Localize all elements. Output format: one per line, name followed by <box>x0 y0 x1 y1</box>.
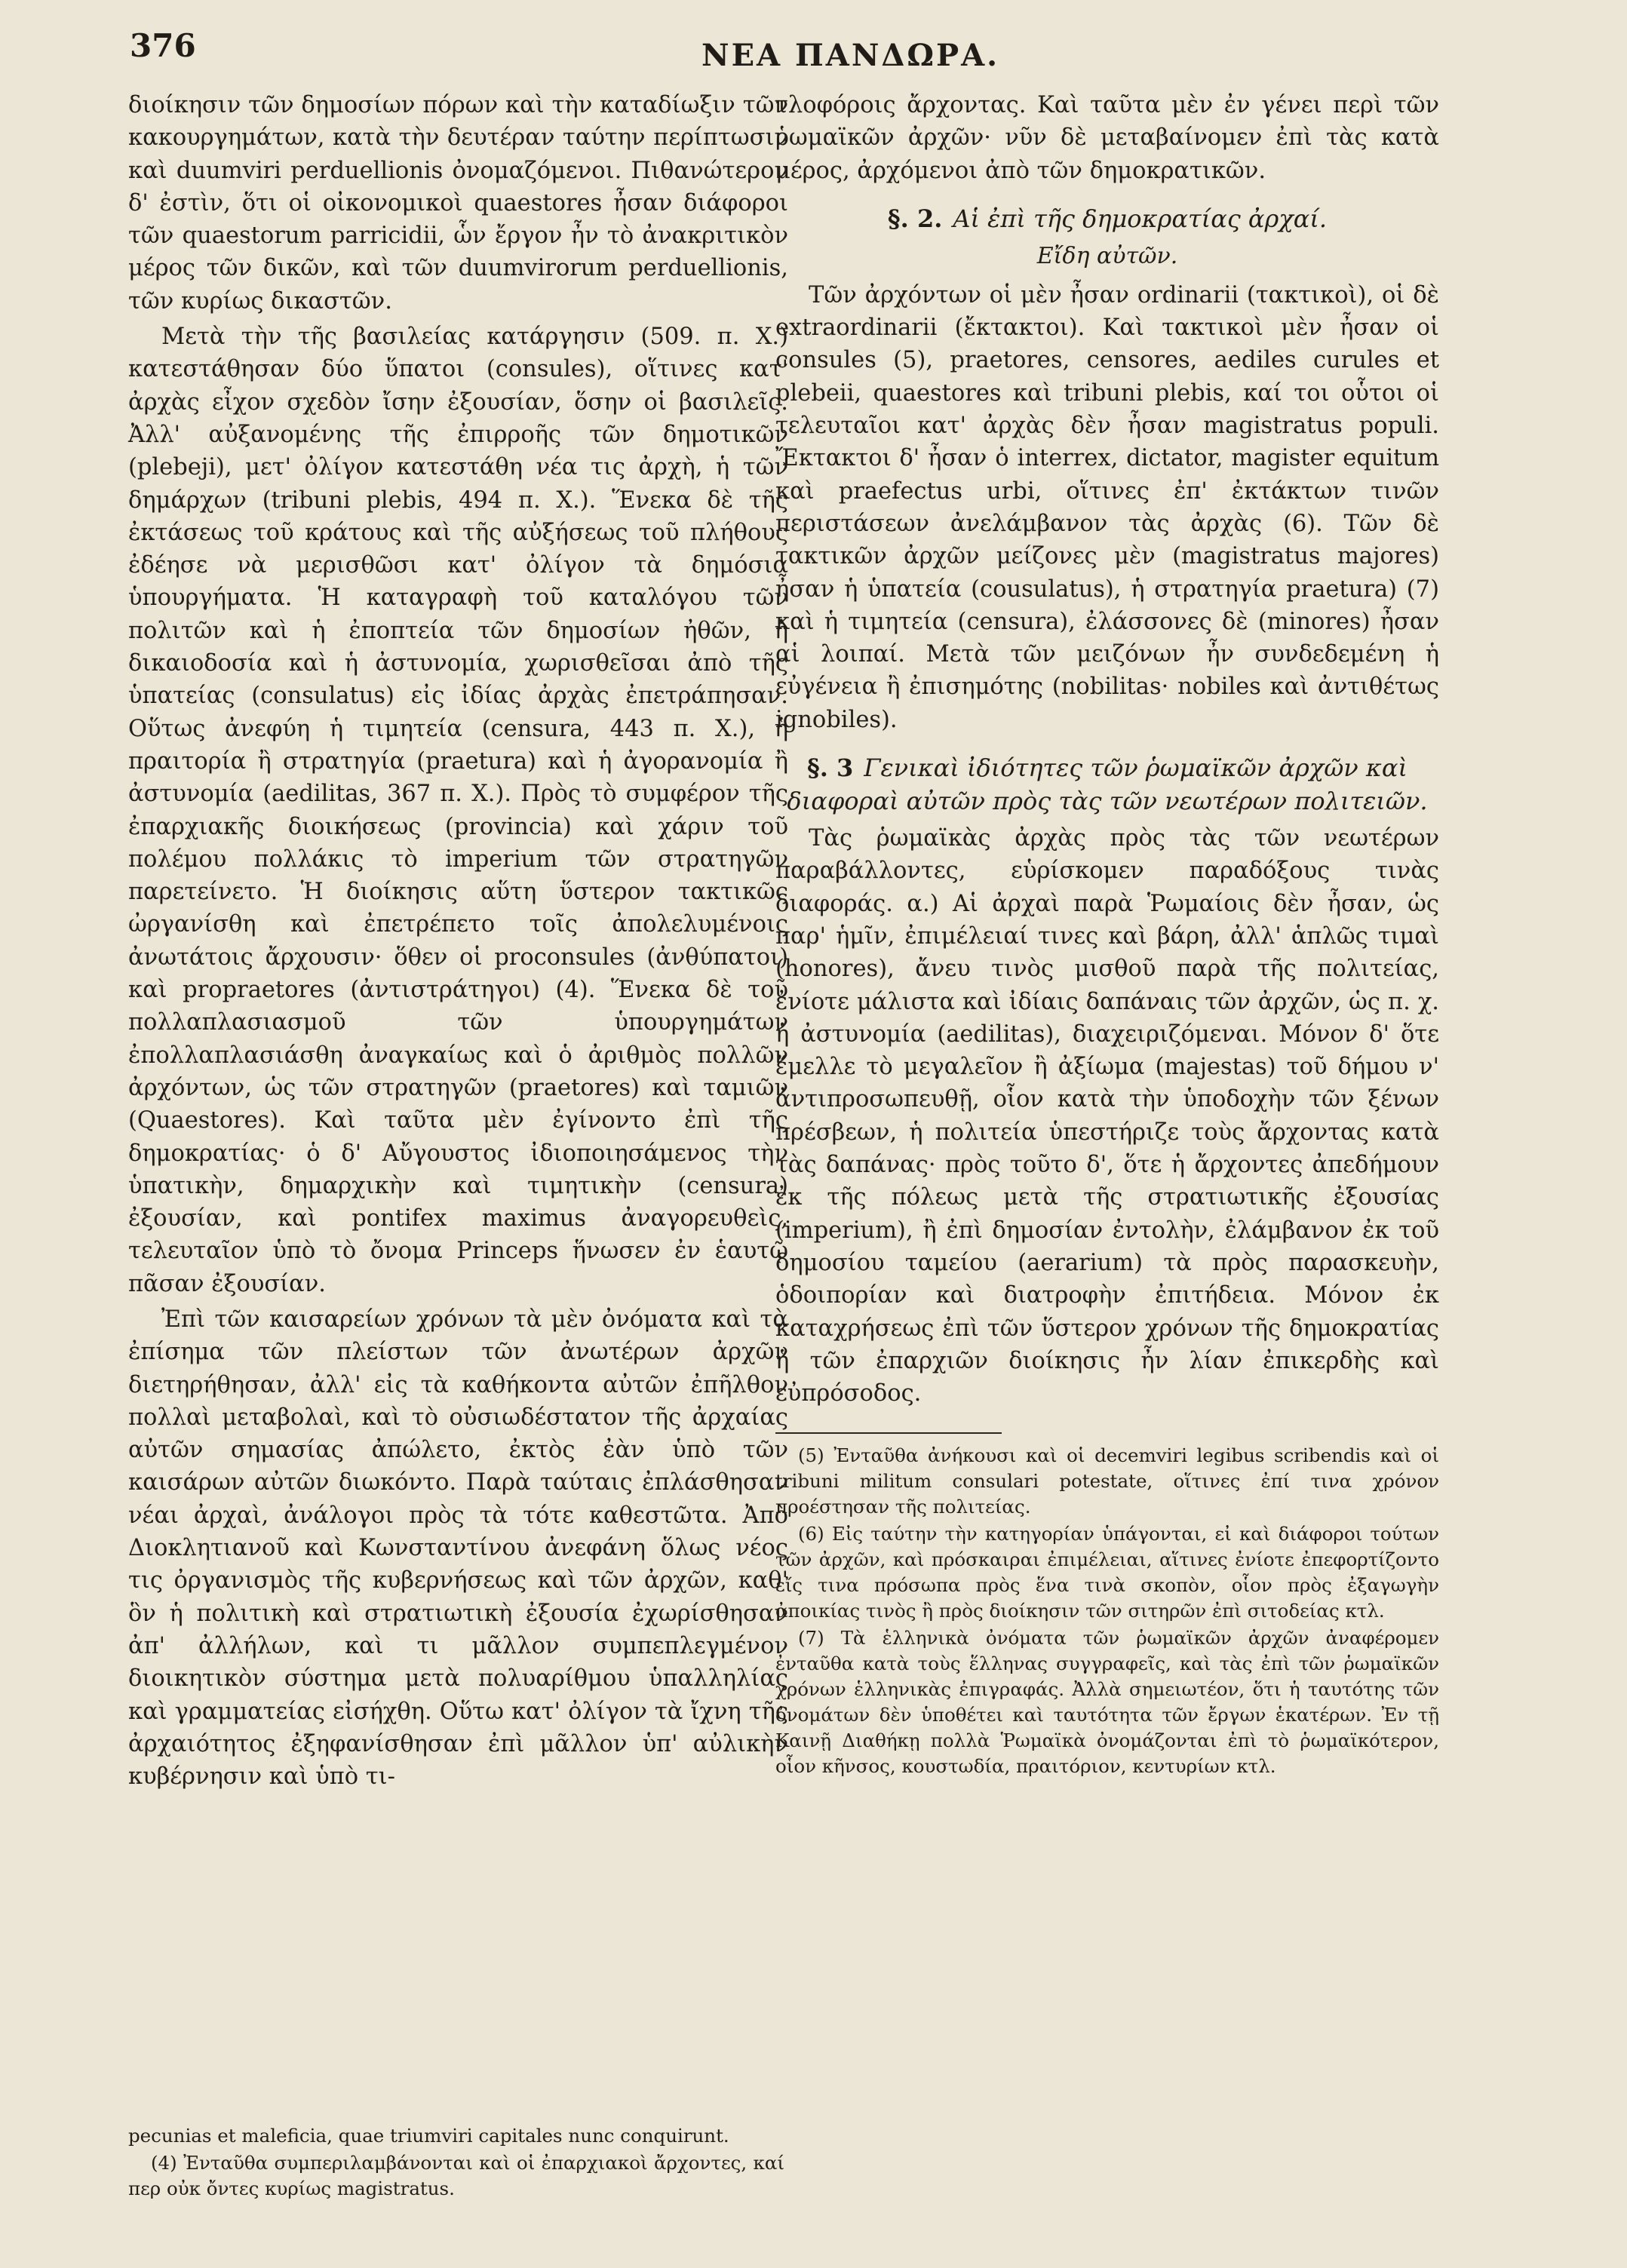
left-paragraph-3: Ἐπὶ τῶν καισαρείων χρόνων τὰ μὲν ὀνόματα καὶ τὰ ἐπίσημα τῶν πλείστων τῶν ἀνωτέρων ἀρχῶν διετηρήθησαν, ἀλλ' εἰς τὰ καθήκοντα αὐτῶν ἐπῆλθον πολλαὶ μεταβολαὶ, καὶ τὸ οὐσιωδέστατον τῆς ἀρχαίας αὐτῶν σημασίας ἀπώλετο, ἐκτὸς ἐὰν ὑπὸ τῶν καισάρων αὐτῶν διωκόντο. Παρὰ ταύταις ἐπλάσθησαν νέαι ἀρχαὶ, ἀνάλογοι πρὸς τὰ τότε καθεστῶτα. Ἀπὸ Διοκλητιανοῦ καὶ Κωνσταντίνου ἀνεφάνη ὅλως νέος τις ὀργανισμὸς τῆς κυβερνήσεως καὶ τῶν ἀρχῶν, καθ' ὃν ἡ πολιτικὴ καὶ στρατιωτικὴ ἐξουσία ἐχωρίσθησαν ἀπ' ἀλλήλων, καὶ τι μᾶλλον συμπεπλεγμένον διοικητικὸν σύστημα μετὰ πολυαρίθμου ὑπαλληλίας καὶ γραμματείας εἰσήχθη. Οὕτω κατ' ὀλίγον τὰ ἴχνη τῆς ἀρχαιότητος ἐξηφανίσθησαν ἐπὶ μᾶλλον ὑπ' αὐλικὴν κυβέρνησιν καὶ ὑπὸ τι- <box>128 1306 788 1791</box>
page-number: 376 <box>130 27 196 64</box>
left-footnotes <box>128 2123 784 2203</box>
section-3-mark: §. 3 <box>806 753 854 783</box>
right-column <box>775 89 1439 1781</box>
section-3-title: Γενικαὶ ἰδιότητες τῶν ῥωμαϊκῶν ἀρχῶν καὶ διαφοραὶ αὐτῶν πρὸς τὰς τῶν νεωτέρων πολιτειῶν. <box>787 753 1428 816</box>
page-header <box>0 0 1627 83</box>
footnote-5: (5) Ἐνταῦθα ἀνήκουσι καὶ οἱ decemviri legibus scribendis καὶ οἱ tribuni militum consulari potestate, οἵτινες ἐπί τινα χρόνον προέστησαν τῆς πολιτείας. <box>775 1444 1439 1518</box>
section-3-heading <box>775 751 1439 818</box>
left-paragraph-1: διοίκησιν τῶν δημοσίων πόρων καὶ τὴν καταδίωξιν τῶν κακουργημάτων, κατὰ τὴν δευτέραν ταύτην περίπτωσιν καὶ duumviri perduellionis ὀνομαζόμενοι. Πιθανώτερον δ' ἐστὶν, ὅτι οἱ οἰκονομικοὶ quaestores ἦσαν διάφοροι τῶν quaestorum parricidii, ὧν ἔργον ἦν τὸ ἀνακριτικὸν μέρος τῶν δικῶν, καὶ τῶν duumvirorum perduellionis, τῶν κυρίως δικαστῶν. <box>128 92 788 315</box>
left-column <box>128 89 788 1796</box>
right-paragraph-3: Τὰς ῥωμαϊκὰς ἀρχὰς πρὸς τὰς τῶν νεωτέρων παραβάλλοντες, εὑρίσκομεν παραδόξους τινὰς διαφοράς. α.) Αἱ ἀρχαὶ παρὰ Ῥωμαίοις δὲν ἦσαν, ὡς παρ' ἡμῖν, ἐπιμέλειαί τινες καὶ βάρη, ἀλλ' ἁπλῶς τιμαὶ (honores), ἄνευ τινὸς μισθοῦ παρὰ τῆς πολιτείας, ἐνίοτε μάλιστα καὶ ἰδίαις δαπάναις τῶν ἀρχῶν, ὡς π. χ. ἡ ἀστυνομία (aedilitas), διαχειριζόμεναι. Μόνον δ' ὅτε ἔμελλε τὸ μεγαλεῖον ἢ ἀξίωμα (majestas) τοῦ δήμου ν' ἀντιπροσωπευθῇ, οἷον κατὰ τὴν ὑποδοχὴν τῶν ξένων πρέσβεων, ἡ πολιτεία ὑπεστήριζε τοὺς ἄρχοντας κατὰ τὰς δαπάνας· πρὸς τοῦτο δ', ὅτε ἡ ἄρχοντες ἀπεδήμουν ἐκ τῆς πόλεως μετὰ τῆς στρατιωτικῆς ἐξουσίας (imperium), ἢ ἐπὶ δημοσίαν ἐντολὴν, ἐλάμβανον ἐκ τοῦ δημοσίου ταμείου (aerarium) τὰ πρὸς παρασκευὴν, ὁδοιπορίαν καὶ διατροφὴν ἐπιτήδεια. Μόνον ἐκ καταχρήσεως ἐπὶ τῶν ὕστερον χρόνων τῆς δημοκρατίας ἡ τῶν ἐπαρχιῶν διοίκησις ἦν λίαν ἐπικερδὴς καὶ εὐπρόσοδος. <box>775 825 1439 1407</box>
section-2-heading <box>775 202 1439 235</box>
footnote-4: (4) Ἐνταῦθα συμπεριλαμβάνονται καὶ οἱ ἐπαρχιακοὶ ἄρχοντες, καί περ οὐκ ὄντες κυρίως magistratus. <box>128 2152 784 2199</box>
right-paragraph-1: τλοφόροις ἄρχοντας. Καὶ ταῦτα μὲν ἐν γένει περὶ τῶν ῥωμαϊκῶν ἀρχῶν· νῦν δὲ μεταβαίνομεν ἐπὶ τὰς κατὰ μέρος, ἀρχόμενοι ἀπὸ τῶν δημοκρατικῶν. <box>775 92 1439 184</box>
right-paragraph-2: Τῶν ἀρχόντων οἱ μὲν ἦσαν ordinarii (τακτικοὶ), οἱ δὲ extraordinarii (ἔκτακτοι). Καὶ τακτικοὶ μὲν ἦσαν οἱ consules (5), praetores, censores, aediles curules et plebeii, quaestores καὶ tribuni plebis, καί τοι οὗτοι οἱ τελευταῖοι κατ' ἀρχὰς δὲν ἦσαν magistratus populi. Ἔκτακτοι δ' ἦσαν ὁ interrex, dictator, magister equitum καὶ praefectus urbi, οἵτινες ἐπ' ἐκτάκτων τινῶν περιστάσεων ἀνελάμβανον τὰς ἀρχὰς (6). Τῶν δὲ τακτικῶν ἀρχῶν μείζονες μὲν (magistratus majores) ἦσαν ἡ ὑπατεία (cousulatus), ἡ στρατηγία praetura) (7) καὶ ἡ τιμητεία (censura), ἐλάσσονες δὲ (minores) ἦσαν αἱ λοιπαί. Μετὰ τῶν μειζόνων ἦν συνδεδεμένη ἡ εὐγένεια ἢ ἐπισημότης (nobilitas· nobiles καὶ ἀντιθέτως ignobiles). <box>775 281 1439 733</box>
footnote-continuation: pecunias et maleficia, quae triumviri capitales nunc conquirunt. <box>128 2125 729 2147</box>
section-2-mark: §. 2. <box>887 204 943 233</box>
section-2-subtitle: Εἴδη αὐτῶν. <box>1036 242 1178 269</box>
section-2-title: Αἱ ἐπὶ τῆς δημοκρατίας ἀρχαί. <box>953 204 1328 233</box>
footnote-7: (7) Τὰ ἑλληνικὰ ὀνόματα τῶν ῥωμαϊκῶν ἀρχῶν ἀναφέρομεν ἐνταῦθα κατὰ τοὺς ἕλληνας συγγραφεῖς, καὶ τὰς ἐπὶ τῶν ῥωμαϊκῶν χρόνων ἑλληνικὰς ἐπιγραφάς. Ἀλλὰ σημειωτέον, ὅτι ἡ ταυτότης τῶν ὀνομάτων δὲν ὑποθέτει καὶ ταυτότητα τῶν ἔργων ἑκατέρων. Ἐν τῇ Καινῇ Διαθήκῃ πολλὰ Ῥωμαϊκὰ ὀνομάζονται ἐπὶ τὸ ῥωμαϊκότερον, οἷον κῆνσος, κουστωδία, πραιτόριον, κεντυρίων κτλ. <box>775 1627 1439 1778</box>
running-title: ΝΕΑ ΠΑΝΔΩΡΑ. <box>701 38 1000 73</box>
footnote-rule <box>775 1432 1002 1434</box>
left-paragraph-2: Μετὰ τὴν τῆς βασιλείας κατάργησιν (509. π. Χ.) κατεστάθησαν δύο ὕπατοι (consules), οἵτινες κατ' ἀρχὰς εἶχον σχεδὸν ἴσην ἐξουσίαν, ὅσην οἱ βασιλεῖς. Ἀλλ' αὐξανομένης τῆς ἐπιρροῆς τῶν δημοτικῶν (plebeji), μετ' ὀλίγον κατεστάθη νέα τις ἀρχὴ, ἡ τῶν δημάρχων (tribuni plebis, 494 π. Χ.). Ἕνεκα δὲ τῆς ἐκτάσεως τοῦ κράτους καὶ τῆς αὐξήσεως τοῦ πλήθους ἐδέησε νὰ μερισθῶσι κατ' ὀλίγον τὰ δημόσια ὑπουργήματα. Ἡ καταγραφὴ τοῦ καταλόγου τῶν πολιτῶν καὶ ἡ ἐποπτεία τῶν δημοσίων ἠθῶν, ἡ δικαιοδοσία καὶ ἡ ἀστυνομία, χωρισθεῖσαι ἀπὸ τῆς ὑπατείας (consulatus) εἰς ἰδίας ἀρχὰς ἐπετράπησαν. Οὕτως ἀνεφύη ἡ τιμητεία (censura, 443 π. Χ.), ἡ πραιτορία ἢ στρατηγία (praetura) καὶ ἡ ἀγορανομία ἢ ἀστυνομία (aedilitas, 367 π. Χ.). Πρὸς τὸ συμφέρον τῆς ἐπαρχιακῆς διοικήσεως (provincia) καὶ χάριν τοῦ πολέμου πολλάκις τὸ imperium τῶν στρατηγῶν παρετείνετο. Ἡ διοίκησις αὕτη ὕστερον τακτικῶς ὠργανίσθη καὶ ἐπετρέπετο τοῖς ἀπολελυμένοις ἀνωτάτοις ἄρχουσιν· ὅθεν οἱ proconsules (ἀνθύπατοι) καὶ propraetores (ἀντιστράτηγοι) (4). Ἕνεκα δὲ τοῦ πολλαπλασιασμοῦ τῶν ὑπουργημάτων ἐπολλαπλασιάσθη ἀναγκαίως καὶ ὁ ἀριθμὸς πολλῶν ἀρχόντων, ὡς τῶν στρατηγῶν (praetores) καὶ ταμιῶν (Quaestores). Καὶ ταῦτα μὲν ἐγίνοντο ἐπὶ τῆς δημοκρατίας· ὁ δ' Αὔγουστος ἰδιοποιησάμενος τὴν ὑπατικὴν, δημαρχικὴν καὶ τιμητικὴν (censura) ἐξουσίαν, καὶ pontifex maximus ἀναγορευθεὶς, τελευταῖον ὑπὸ τὸ ὄνομα Princeps ἥνωσεν ἐν ἑαυτῷ πᾶσαν ἐξουσίαν. <box>128 324 788 1297</box>
footnote-6: (6) Εἰς ταύτην τὴν κατηγορίαν ὑπάγονται, εἰ καὶ διάφοροι τούτων τῶν ἀρχῶν, καὶ πρόσκαιραι ἐπιμέλειαι, αἵτινες ἐνίοτε ἐπεφορτίζοντο εἴς τινα πρόσωπα πρὸς ἕνα τινὰ σκοπὸν, οἷον πρὸς ἐξαγωγὴν ἀποικίας τινὸς ἢ πρὸς διοίκησιν τῶν σιτηρῶν ἐπὶ σιτοδείας κτλ. <box>775 1523 1439 1622</box>
